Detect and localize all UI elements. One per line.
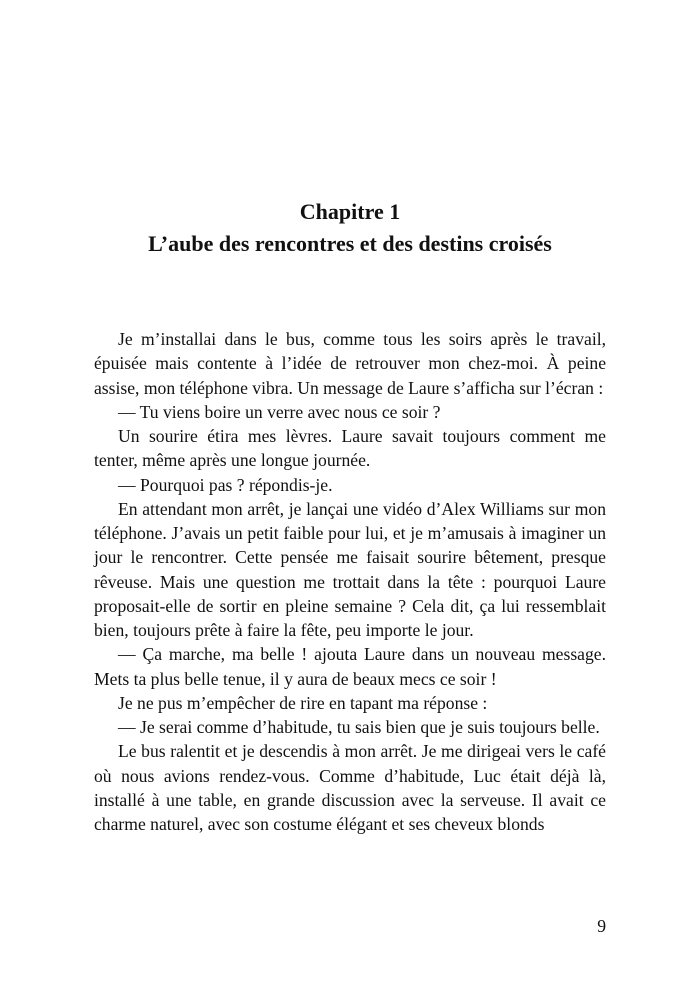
dialogue-line: — Ça marche, ma belle ! ajouta Laure dans un nouveau message. Mets ta plus belle tenue, il y aura de beaux mecs ce soir ! (94, 644, 606, 689)
page-number: 9 (597, 916, 606, 936)
chapter-body (94, 327, 606, 836)
chapter-label: Chapitre 1 (299, 199, 401, 224)
paragraph: Le bus ralentit et je descendis à mon arrêt. Je me dirigeai vers le café où nous avions rendez-vous. Comme d’habitude, Luc était déjà là, installé à une table, en grande discussion avec la serveuse. Il avait ce charme naturel, avec son costume élégant et ses cheveux blonds (94, 741, 606, 834)
paragraph: Je m’installai dans le bus, comme tous les soirs après le travail, épuisée mais contente à l’idée de retrouver mon chez-moi. À peine assise, mon téléphone vibra. Un message de Laure s’afficha sur l’écran : (94, 329, 606, 398)
chapter-title: L’aube des rencontres et des destins croisés (148, 231, 552, 256)
paragraph: Un sourire étira mes lèvres. Laure savait toujours comment me tenter, même après une longue journée. (94, 426, 606, 471)
dialogue-line: — Pourquoi pas ? répondis-je. (118, 474, 333, 495)
paragraph: En attendant mon arrêt, je lançai une vidéo d’Alex Williams sur mon téléphone. J’avais un petit faible pour lui, et je m’amusais à imaginer un jour le rencontrer. Cette pensée me faisait sourire bêtement, presque rêveuse. Mais une question me trottait dans la tête : pourquoi Laure proposait-elle de sortir en pleine semaine ? Cela dit, ça lui ressemblait bien, toujours prête à faire la fête, peu importe le jour. (94, 498, 606, 640)
chapter-heading (0, 196, 700, 260)
dialogue-line: — Tu viens boire un verre avec nous ce soir ? (118, 401, 441, 422)
dialogue-line: — Je serai comme d’habitude, tu sais bien que je suis toujours belle. (118, 717, 600, 737)
paragraph: Je ne pus m’empêcher de rire en tapant ma réponse : (118, 692, 488, 713)
